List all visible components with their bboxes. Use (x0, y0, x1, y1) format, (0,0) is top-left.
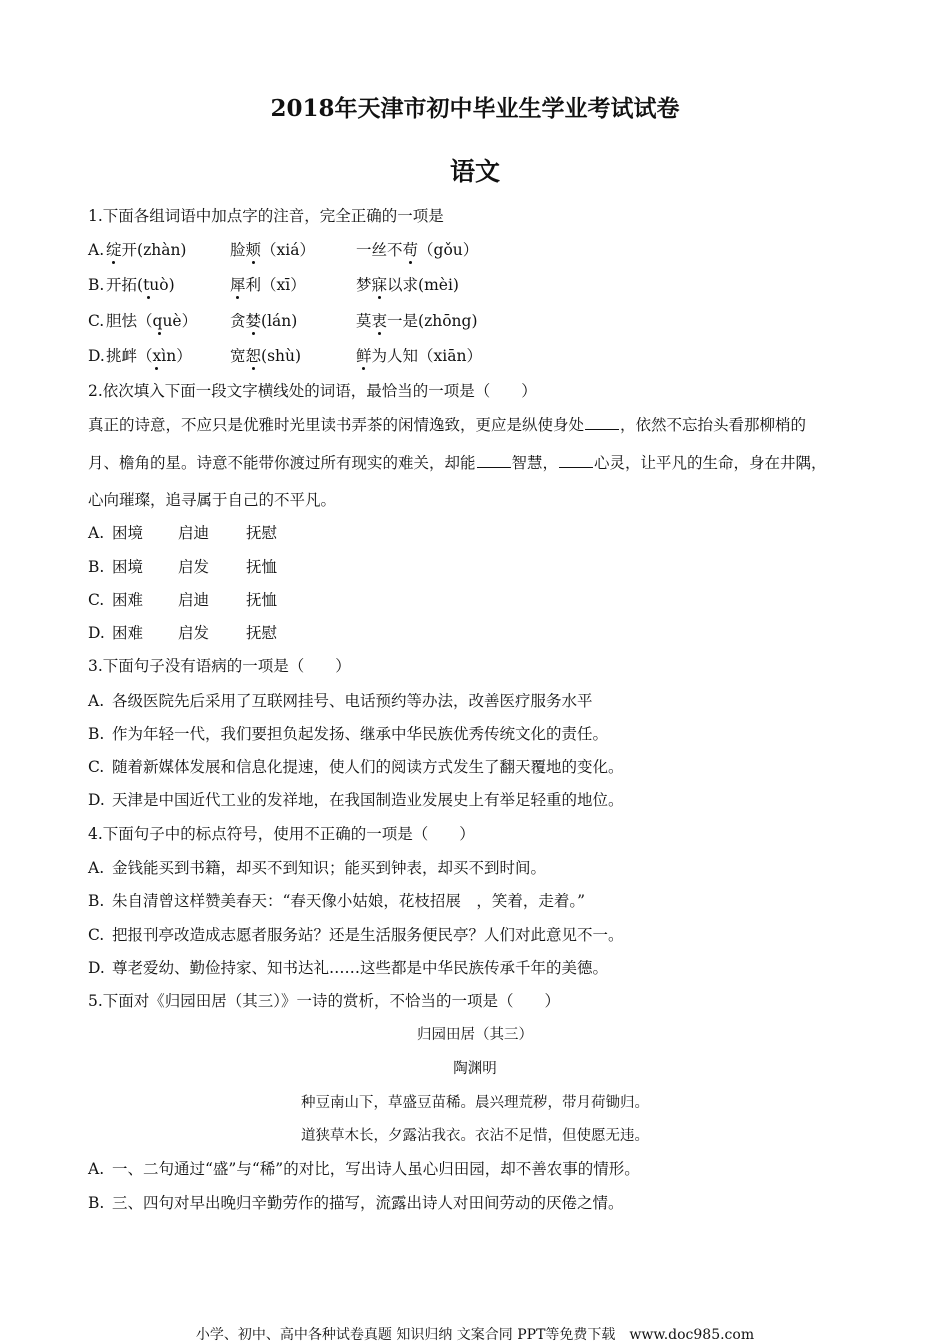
q1-c-word3: 莫衷一是(zhōng) (356, 312, 478, 330)
q5-option-b-label: B. (88, 1194, 105, 1212)
option-word: 困境 (112, 558, 144, 576)
q3-option-a-label: A. (88, 692, 105, 710)
q4-stem: 4.下面句子中的标点符号，使用不正确的一项是（ ） (88, 825, 475, 843)
option-word: 抚慰 (246, 524, 278, 542)
answer-blank-2 (477, 453, 511, 468)
option-word: 启发 (178, 624, 210, 642)
q3-option-d-label: D. (88, 791, 105, 809)
q1-b-word2: 犀利（xī） (230, 276, 306, 294)
q1-a-word1: 绽开(zhàn) (106, 241, 187, 259)
q1-a-word3: 一丝不苟（gǒu） (356, 241, 479, 259)
option-word: 困境 (112, 524, 144, 542)
option-word: 抚恤 (246, 558, 278, 576)
q5-option-a: 一、二句通过“盛”与“稀”的对比，写出诗人虽心归田园，却不善农事的情形。 (112, 1160, 640, 1178)
q3-option-c-label: C. (88, 758, 105, 776)
q2-passage-line-3: 心向璀璨，追寻属于自己的不平凡。 (88, 491, 337, 509)
option-word: 启迪 (178, 591, 210, 609)
q1-d-word2: 宽恕(shù) (230, 347, 302, 365)
q5-option-a-label: A. (88, 1160, 105, 1178)
option-label: B. (88, 276, 105, 294)
q4-option-c: 把报刊亭改造成志愿者服务站？还是生活服务便民亭？人们对此意见不一。 (112, 926, 624, 944)
q4-option-a: 金钱能买到书籍，却买不到知识；能买到钟表，却买不到时间。 (112, 859, 547, 877)
poem-author: 陶渊明 (453, 1061, 497, 1077)
q1-d-word1: 挑衅（xìn） (106, 347, 192, 365)
subject-title: 语文 (449, 157, 500, 186)
option-label: D. (88, 624, 105, 642)
q2-passage-line-1: 真正的诗意，不应只是优雅时光里读书弄茶的闲情逸致，更应是纵使身处 ，依然不忘抬头看那柳梢的 (88, 416, 807, 434)
option-word: 困难 (112, 624, 144, 642)
q4-option-c-label: C. (88, 926, 105, 944)
option-word: 困难 (112, 591, 144, 609)
q1-b-word1: 开拓(tuò) (106, 276, 175, 294)
option-label: C. (88, 591, 105, 609)
option-label: A. (88, 524, 105, 542)
q1-c-word1: 胆怯（què） (106, 312, 198, 330)
page-title: 2018年天津市初中毕业生学业考试试卷 (270, 95, 680, 122)
q1-b-word3: 梦寐以求(mèi) (356, 276, 459, 294)
q3-option-c: 随着新媒体发展和信息化提速，使人们的阅读方式发生了翻天覆地的变化。 (112, 758, 624, 776)
q3-option-a: 各级医院先后采用了互联网挂号、电话预约等办法，改善医疗服务水平 (112, 692, 593, 710)
option-word: 抚恤 (246, 591, 278, 609)
q3-option-b: 作为年轻一代，我们要担负起发扬、继承中华民族优秀传统文化的责任。 (112, 725, 609, 743)
option-label: C. (88, 312, 105, 330)
q1-stem: 1.下面各组词语中加点字的注音，完全正确的一项是 (88, 207, 444, 225)
poem-line-2: 道狭草木长，夕露沾我衣。衣沾不足惜，但使愿无违。 (301, 1128, 649, 1144)
q3-option-d: 天津是中国近代工业的发祥地，在我国制造业发展史上有举足轻重的地位。 (112, 791, 624, 809)
poem-title: 归园田居（其三） (417, 1027, 533, 1043)
page-footer: 小学、初中、高中各种试卷真题 知识归纳 文案合同 PPT等免费下载 www.doc985.com (195, 1327, 755, 1343)
option-word: 启迪 (178, 524, 210, 542)
option-label: A. (88, 241, 105, 259)
q2-stem: 2.依次填入下面一段文字横线处的词语，最恰当的一项是（ ） (88, 382, 537, 400)
q1-c-word2: 贪婪(lán) (230, 312, 298, 330)
answer-blank-1 (585, 415, 619, 430)
option-word: 抚慰 (246, 624, 278, 642)
option-word: 启发 (178, 558, 210, 576)
q4-option-d: 尊老爱幼、勤俭持家、知书达礼……这些都是中华民族传承千年的美德。 (112, 959, 609, 977)
q4-option-b-label: B. (88, 892, 105, 910)
poem-line-1: 种豆南山下，草盛豆苗稀。晨兴理荒秽，带月荷锄归。 (301, 1095, 649, 1111)
option-label: B. (88, 558, 105, 576)
q1-a-word2: 脸颊（xiá） (230, 241, 315, 259)
q4-option-b: 朱自清曾这样赞美春天：“春天像小姑娘，花枝招展 ，笑着，走着。” (112, 892, 586, 910)
q2-passage-line-2: 月、檐角的星。诗意不能带你渡过所有现实的难关，却能 智慧， 心灵，让平凡的生命，身在井隅， (88, 454, 827, 472)
q4-option-a-label: A. (88, 859, 105, 877)
q1-d-word3: 鲜为人知（xiān） (356, 347, 482, 365)
q5-stem: 5.下面对《归园田居（其三）》一诗的赏析，不恰当的一项是（ ） (88, 992, 561, 1010)
q4-option-d-label: D. (88, 959, 105, 977)
q5-option-b: 三、四句对早出晚归辛勤劳作的描写，流露出诗人对田间劳动的厌倦之情。 (112, 1194, 624, 1212)
answer-blank-3 (559, 453, 593, 468)
q3-stem: 3.下面句子没有语病的一项是（ ） (88, 657, 351, 675)
q3-option-b-label: B. (88, 725, 105, 743)
option-label: D. (88, 347, 105, 365)
